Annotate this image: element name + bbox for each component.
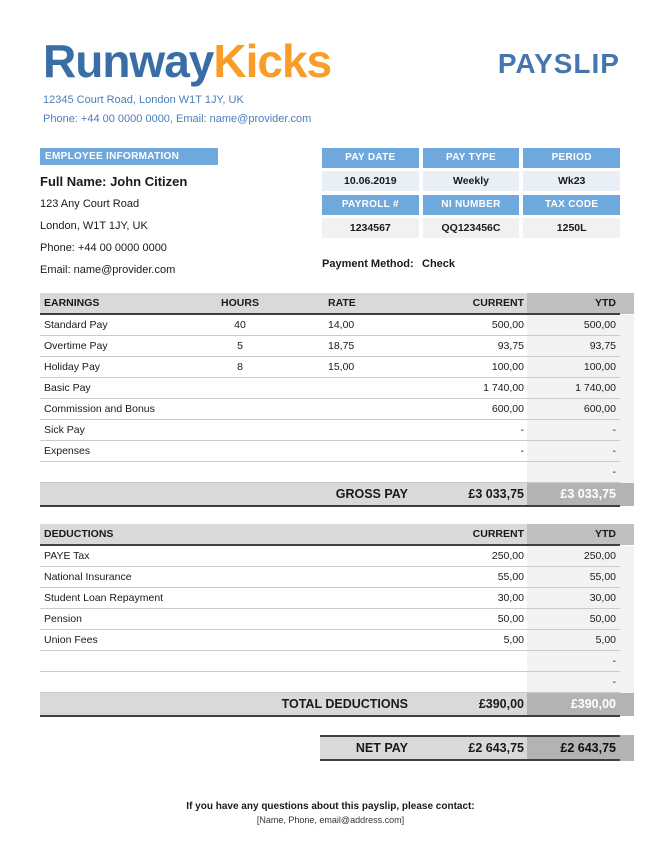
cell-ytd: 55,00 bbox=[527, 567, 620, 587]
pay-info-cell bbox=[523, 148, 620, 191]
deductions-ytd-header: YTD bbox=[527, 524, 620, 544]
cell-ytd: - bbox=[527, 441, 620, 461]
total-deductions-ytd: £390,00 bbox=[527, 693, 620, 715]
cell-description: Holiday Pay bbox=[44, 360, 101, 373]
earnings-header: EARNINGS bbox=[44, 296, 100, 309]
cell-ytd: 500,00 bbox=[527, 315, 620, 335]
earnings-row bbox=[40, 357, 620, 378]
pay-info-label: PERIOD bbox=[523, 148, 620, 168]
cell-rate: 15,00 bbox=[328, 360, 355, 373]
cell-rate: 18,75 bbox=[328, 339, 355, 352]
pay-info-value: 1250L bbox=[523, 218, 620, 238]
cell-hours bbox=[195, 441, 285, 461]
pay-info-label: NI NUMBER bbox=[423, 195, 520, 215]
cell-description: Union Fees bbox=[44, 633, 98, 646]
deductions-rows bbox=[40, 546, 620, 693]
gross-pay-row bbox=[40, 483, 620, 507]
gross-pay-ytd: £3 033,75 bbox=[527, 483, 620, 505]
rate-header: RATE bbox=[328, 296, 356, 309]
earnings-table bbox=[40, 293, 620, 507]
earnings-row bbox=[40, 420, 620, 441]
cell-hours bbox=[195, 378, 285, 398]
deductions-table bbox=[40, 524, 620, 717]
hours-header: HOURS bbox=[221, 296, 259, 309]
logo-part-kicks: Kicks bbox=[213, 35, 332, 87]
deductions-current-header: CURRENT bbox=[472, 527, 524, 540]
cell-ytd: - bbox=[527, 420, 620, 440]
cell-rate: 14,00 bbox=[328, 318, 355, 331]
cell-description: Sick Pay bbox=[44, 423, 85, 436]
cell-current: 600,00 bbox=[491, 402, 524, 415]
header bbox=[0, 0, 661, 87]
cell-current: - bbox=[520, 423, 524, 436]
cell-rate bbox=[285, 420, 420, 440]
total-deductions-label: TOTAL DEDUCTIONS bbox=[281, 696, 408, 711]
deductions-row bbox=[40, 672, 620, 693]
earnings-row bbox=[40, 441, 620, 462]
cell-ytd: 5,00 bbox=[527, 630, 620, 650]
cell-ytd: 50,00 bbox=[527, 609, 620, 629]
cell-current bbox=[420, 462, 527, 482]
cell-hours: 5 bbox=[237, 339, 243, 352]
cell-description: Overtime Pay bbox=[44, 339, 108, 352]
logo-part-runway: Runway bbox=[43, 35, 214, 87]
cell-description: Basic Pay bbox=[44, 381, 91, 394]
deductions-row bbox=[40, 588, 620, 609]
deductions-row bbox=[40, 630, 620, 651]
pay-info-cell bbox=[423, 195, 520, 238]
employee-address-line2: London, W1T 1JY, UK bbox=[40, 219, 148, 232]
earnings-rows bbox=[40, 315, 620, 483]
earnings-row bbox=[40, 378, 620, 399]
cell-description: PAYE Tax bbox=[44, 549, 90, 562]
pay-info-grid bbox=[322, 148, 620, 238]
net-pay-label: NET PAY bbox=[355, 740, 408, 755]
cell-current: 500,00 bbox=[491, 318, 524, 331]
gross-pay-label: GROSS PAY bbox=[335, 486, 408, 501]
company-address-block bbox=[43, 94, 661, 125]
cell-ytd: 250,00 bbox=[527, 546, 620, 566]
employee-address-line1: 123 Any Court Road bbox=[40, 197, 140, 210]
pay-info-cell bbox=[322, 195, 419, 238]
deductions-row bbox=[40, 546, 620, 567]
footer bbox=[0, 801, 661, 825]
deductions-row bbox=[40, 651, 620, 672]
cell-hours: 40 bbox=[234, 318, 246, 331]
employee-phone: Phone: +44 00 0000 0000 bbox=[40, 241, 167, 254]
earnings-row bbox=[40, 462, 620, 483]
current-header: CURRENT bbox=[472, 296, 524, 309]
employee-information bbox=[40, 148, 322, 277]
company-address-line: 12345 Court Road, London W1T 1JY, UK bbox=[43, 93, 244, 106]
cell-description: Commission and Bonus bbox=[44, 402, 155, 415]
cell-rate bbox=[285, 399, 420, 419]
cell-description bbox=[40, 462, 195, 482]
total-deductions-current: £390,00 bbox=[478, 696, 524, 711]
pay-info-cell bbox=[523, 195, 620, 238]
cell-rate bbox=[285, 441, 420, 461]
deductions-header: DEDUCTIONS bbox=[44, 527, 114, 540]
earnings-row bbox=[40, 399, 620, 420]
cell-ytd: 600,00 bbox=[527, 399, 620, 419]
ytd-header: YTD bbox=[527, 293, 620, 313]
cell-hours bbox=[195, 462, 285, 482]
pay-info-cell bbox=[423, 148, 520, 191]
cell-current: 100,00 bbox=[491, 360, 524, 373]
cell-current: - bbox=[520, 444, 524, 457]
pay-info-label: PAY TYPE bbox=[423, 148, 520, 168]
earnings-header-row bbox=[40, 293, 620, 315]
pay-info-value: 1234567 bbox=[322, 218, 419, 238]
info-section bbox=[40, 148, 620, 277]
footer-contact-heading: If you have any questions about this payslip, please contact: bbox=[186, 800, 475, 812]
payment-method-value: Check bbox=[422, 257, 456, 270]
pay-info-label: PAYROLL # bbox=[322, 195, 419, 215]
cell-current: 30,00 bbox=[497, 591, 524, 604]
cell-current: 93,75 bbox=[497, 339, 524, 352]
cell-description: Standard Pay bbox=[44, 318, 108, 331]
payslip-title: PAYSLIP bbox=[497, 48, 620, 79]
gross-pay-current: £3 033,75 bbox=[468, 486, 524, 501]
cell-ytd: - bbox=[527, 672, 620, 692]
cell-ytd: 30,00 bbox=[527, 588, 620, 608]
cell-ytd: 1 740,00 bbox=[527, 378, 620, 398]
pay-info-label: TAX CODE bbox=[523, 195, 620, 215]
cell-description bbox=[40, 651, 420, 671]
pay-info-cell bbox=[322, 148, 419, 191]
total-deductions-row bbox=[40, 693, 620, 717]
company-logo bbox=[43, 36, 331, 87]
pay-info-value: QQ123456C bbox=[423, 218, 520, 238]
earnings-row bbox=[40, 336, 620, 357]
cell-hours bbox=[195, 420, 285, 440]
pay-info-panel bbox=[322, 148, 620, 277]
deductions-header-row bbox=[40, 524, 620, 546]
employee-information-header: EMPLOYEE INFORMATION bbox=[40, 148, 218, 165]
company-contact-line: Phone: +44 00 0000 0000, Email: name@provider.com bbox=[43, 112, 312, 125]
cell-ytd: - bbox=[527, 651, 620, 671]
cell-description: National Insurance bbox=[44, 570, 132, 583]
pay-info-label: PAY DATE bbox=[322, 148, 419, 168]
cell-current: 250,00 bbox=[491, 549, 524, 562]
cell-ytd: 93,75 bbox=[527, 336, 620, 356]
employee-email: Email: name@provider.com bbox=[40, 263, 176, 276]
cell-hours: 8 bbox=[237, 360, 243, 373]
cell-current bbox=[420, 672, 527, 692]
cell-description: Student Loan Repayment bbox=[44, 591, 164, 604]
deductions-row bbox=[40, 609, 620, 630]
pay-info-value: Weekly bbox=[423, 171, 520, 191]
footer-contact-details: [Name, Phone, email@address.com] bbox=[256, 814, 405, 825]
earnings-row bbox=[40, 315, 620, 336]
cell-hours bbox=[195, 399, 285, 419]
pay-info-value: Wk23 bbox=[523, 171, 620, 191]
cell-ytd: - bbox=[527, 462, 620, 482]
cell-rate bbox=[285, 378, 420, 398]
cell-description: Pension bbox=[44, 612, 82, 625]
cell-current: 1 740,00 bbox=[483, 381, 524, 394]
pay-info-value: 10.06.2019 bbox=[322, 171, 419, 191]
payment-method-row bbox=[322, 258, 620, 270]
cell-current: 55,00 bbox=[497, 570, 524, 583]
cell-current: 5,00 bbox=[503, 633, 524, 646]
deductions-row bbox=[40, 567, 620, 588]
cell-current bbox=[420, 651, 527, 671]
cell-description bbox=[40, 672, 420, 692]
cell-rate bbox=[285, 462, 420, 482]
cell-ytd: 100,00 bbox=[527, 357, 620, 377]
cell-current: 50,00 bbox=[497, 612, 524, 625]
payment-method-label: Payment Method: bbox=[322, 257, 414, 270]
cell-description: Expenses bbox=[44, 444, 91, 457]
net-pay-ytd: £2 643,75 bbox=[527, 737, 620, 759]
net-pay-current: £2 643,75 bbox=[468, 740, 524, 755]
employee-full-name: Full Name: John Citizen bbox=[40, 173, 188, 189]
net-pay-row bbox=[320, 735, 620, 761]
